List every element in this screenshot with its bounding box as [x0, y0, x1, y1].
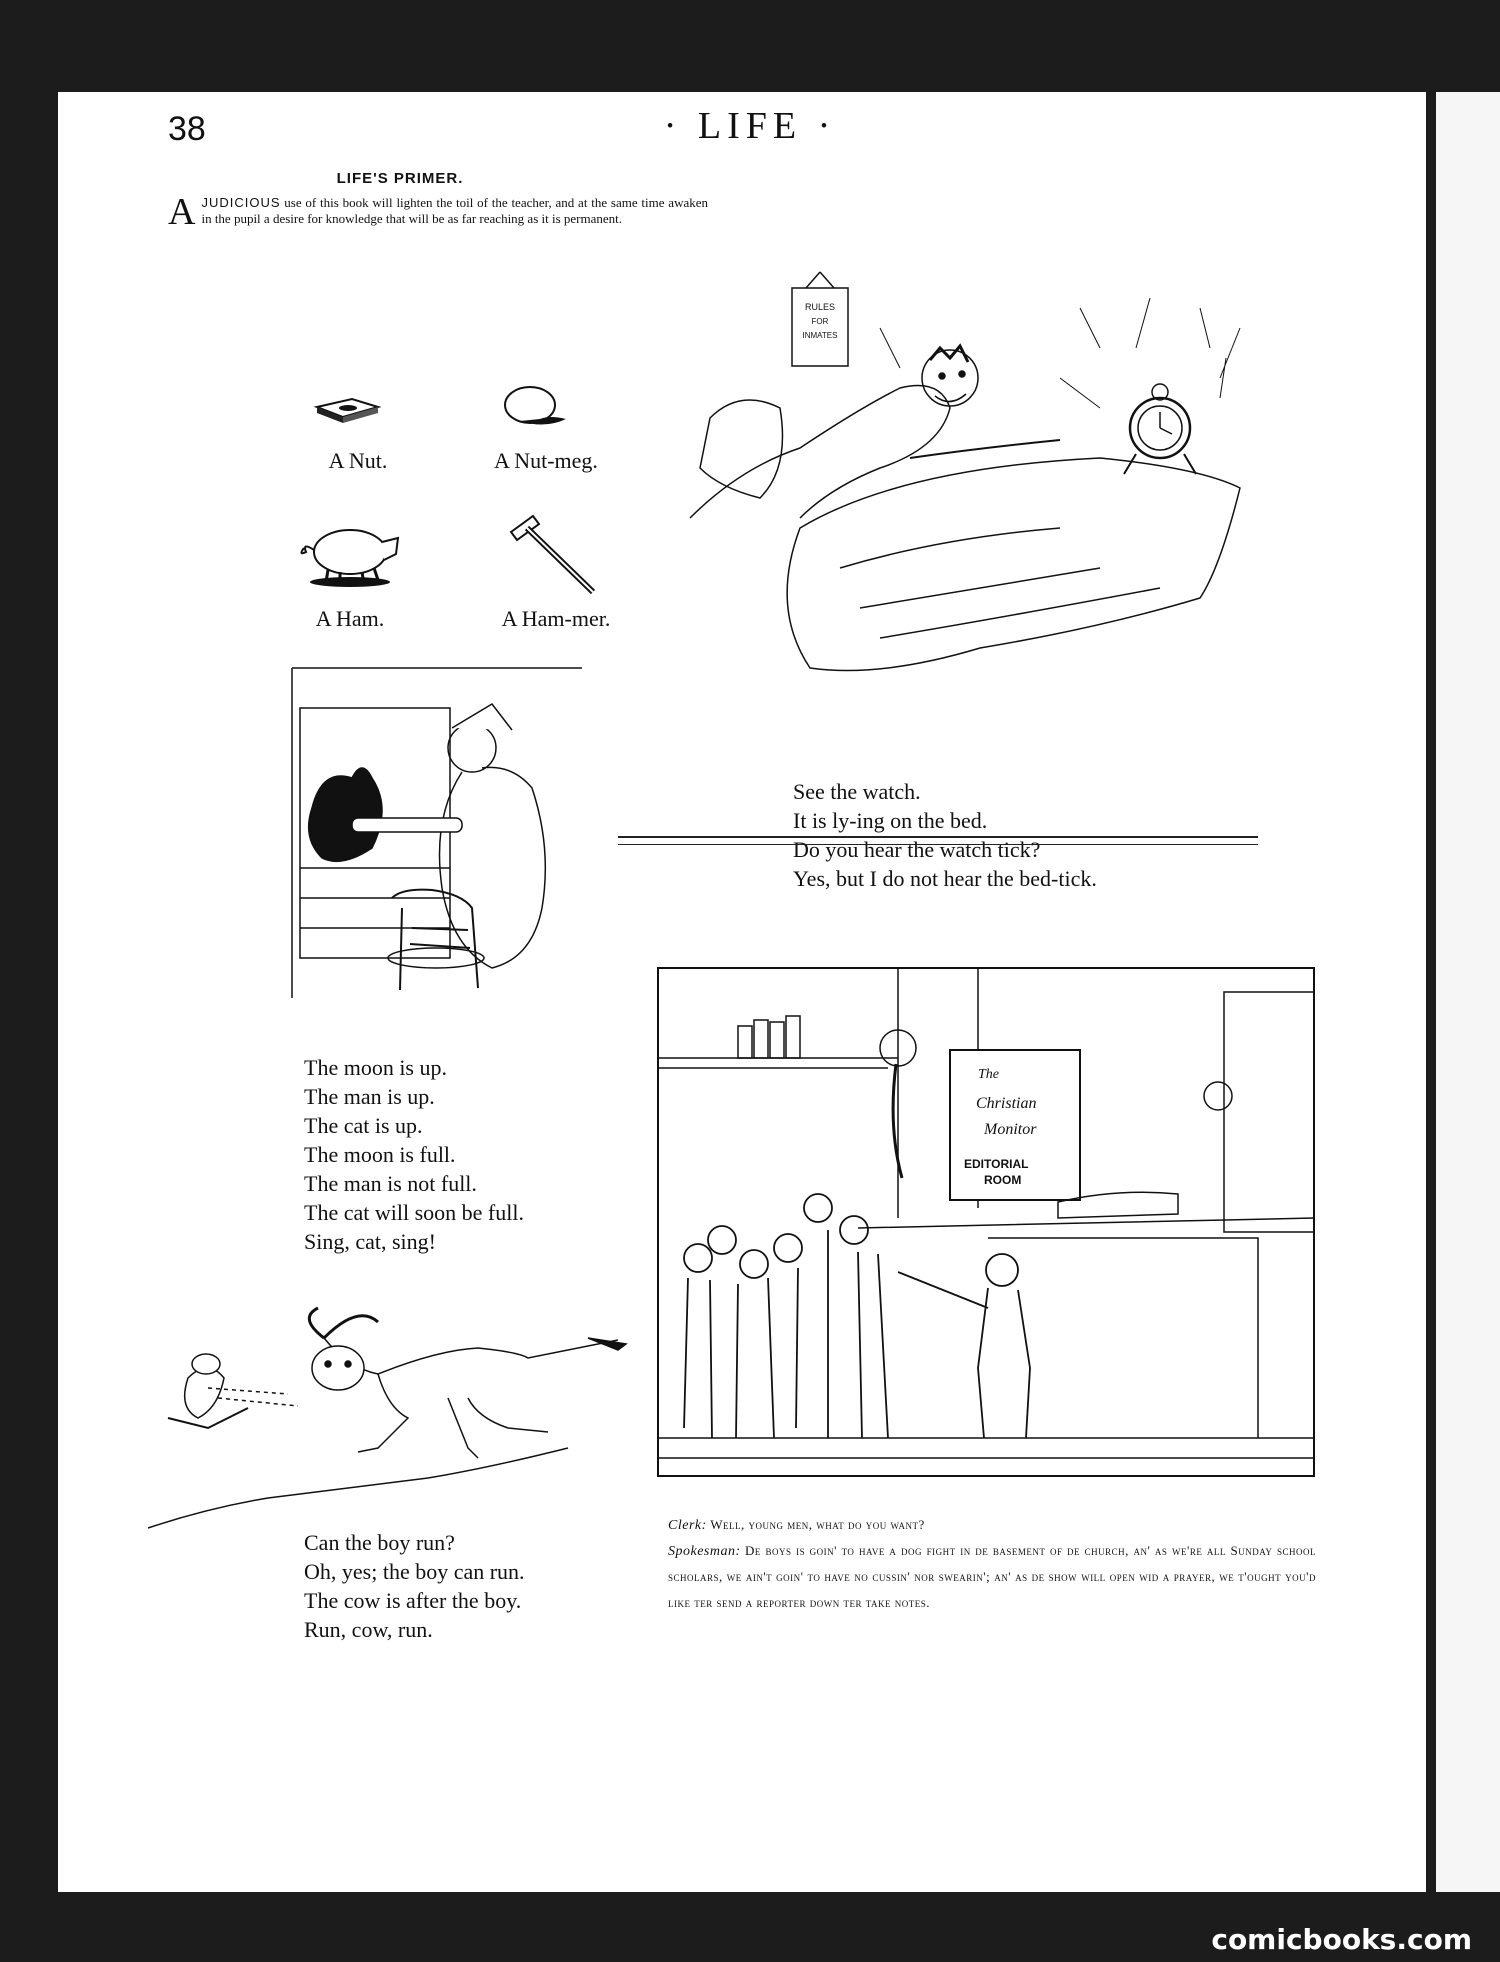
svg-text:Christian: Christian: [976, 1095, 1037, 1112]
verse-line: The man is up.: [304, 1084, 435, 1109]
verse-line: The moon is full.: [304, 1142, 456, 1167]
caption-ham: A Ham.: [315, 606, 385, 631]
verse-line: The moon is up.: [304, 1055, 447, 1080]
verse-line: Run, cow, run.: [304, 1617, 433, 1642]
verse-line: Yes, but I do not hear the bed-tick.: [793, 866, 1097, 891]
adjacent-page-edge: [1436, 92, 1500, 1892]
section-title: LIFE'S PRIMER.: [336, 170, 464, 187]
verse-line: See the watch.: [793, 779, 921, 804]
hammer-icon: [505, 510, 605, 600]
svg-text:EDITORIAL: EDITORIAL: [964, 1157, 1029, 1171]
watch-verse: [793, 777, 1097, 893]
verse-line: It is ly-ing on the bed.: [793, 808, 988, 833]
section-divider: [618, 836, 1258, 845]
page-number: 38: [168, 110, 206, 148]
verse-line: Sing, cat, sing!: [304, 1229, 436, 1254]
nut-box-icon: [312, 395, 382, 425]
spokesman-label: Spokesman:: [668, 1544, 741, 1559]
clerk-text: Well, young men, what do you want?: [710, 1517, 925, 1532]
verse-line: Can the boy run?: [304, 1530, 455, 1555]
masthead-title: · LIFE ·: [663, 105, 837, 147]
rules-sign: [792, 288, 848, 366]
verse-line: The man is not full.: [304, 1171, 477, 1196]
svg-text:INMATES: INMATES: [802, 331, 838, 340]
svg-text:Monitor: Monitor: [984, 1121, 1037, 1138]
clerk-label: Clerk:: [668, 1518, 707, 1533]
verse-line: Oh, yes; the boy can run.: [304, 1559, 525, 1584]
intro-lead-word: JUDICIOUS: [201, 195, 281, 210]
group-of-boys: [684, 1194, 1030, 1438]
svg-text:ROOM: ROOM: [984, 1173, 1022, 1187]
cartoon-dialog: [668, 1512, 1316, 1616]
moon-verse: [304, 1053, 524, 1256]
verse-line: The cat will soon be full.: [304, 1200, 524, 1225]
caption-nutmeg: A Nut-meg.: [494, 448, 598, 473]
man-in-bed-illustration: [680, 268, 1280, 728]
editorial-sign-text: The: [978, 1067, 999, 1082]
caption-hammer: A Ham-mer.: [501, 606, 611, 631]
verse-line: Do you hear the watch tick?: [793, 837, 1041, 862]
caption-nut: A Nut.: [328, 448, 388, 473]
nutmeg-icon: [500, 385, 570, 429]
svg-text:FOR: FOR: [811, 317, 829, 326]
site-watermark: comicbooks.com: [1211, 1923, 1472, 1956]
rules-sign-text: RULES: [804, 302, 836, 312]
cow-verse: [304, 1528, 525, 1644]
intro-text: use of this book will lighten the toil of the teacher, and at the same time awaken in the pupil a desire for knowledge that will be as far reaching as it is permanent.: [201, 195, 708, 226]
editorial-room-illustration: [658, 968, 1314, 1476]
verse-line: The cat is up.: [304, 1113, 423, 1138]
drop-cap: A: [168, 191, 196, 233]
man-and-cat-illustration: [292, 668, 592, 1000]
cow-chasing-boy-illustration: [148, 1298, 628, 1534]
spokesman-text: De boys is goin' to have a dog fight in de basement of de church, an' as we're all Sunday school scholars, we ain't goin' to have no cussin' nor swearin'; an' as de show will open wid a prayer, we t'ought you'd like ter send a reporter down ter take notes.: [668, 1543, 1316, 1610]
pig-icon: [292, 520, 412, 590]
verse-line: The cow is after the boy.: [304, 1588, 522, 1613]
intro-paragraph: [168, 191, 708, 233]
